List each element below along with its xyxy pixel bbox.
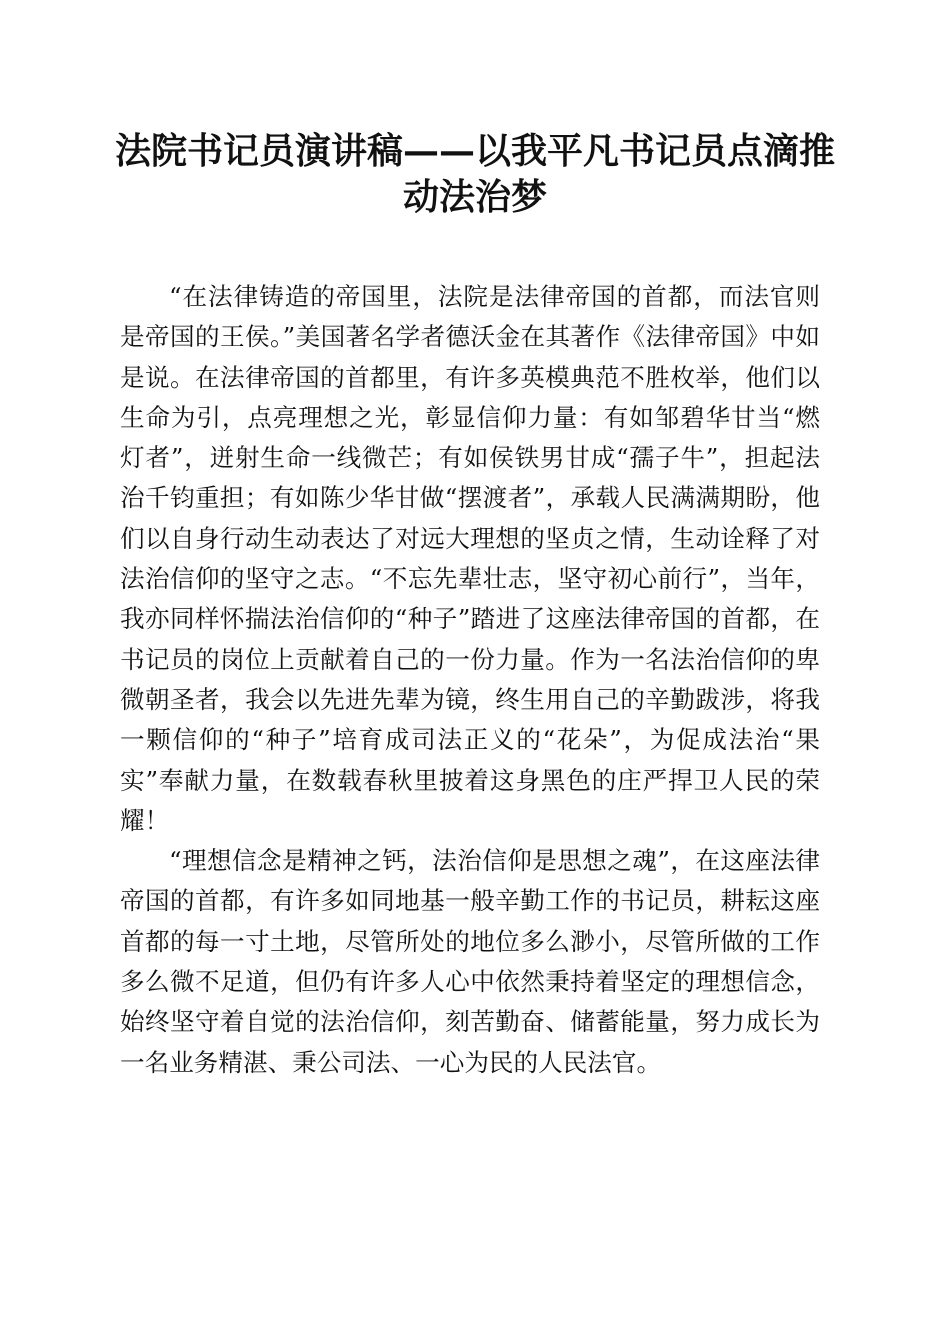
document-body	[120, 277, 820, 1083]
title-line-2: 动法治梦	[402, 176, 547, 218]
document-title	[110, 128, 840, 220]
paragraph-2: “理想信念是精神之钙，法治信仰是思想之魂”，在这座法律帝国的首都，有许多如同地基一般辛勤工作的书记员，耕耘这座首都的每一寸土地，尽管所处的地位多么渺小，尽管所做的工作多么微不足道，但仍有许多人心中依然秉持着坚定的理想信念，始终坚守着自觉的法治信仰，刻苦勤奋、储蓄能量，努力成长为一名业务精湛、秉公司法、一心为民的人民法官。	[120, 846, 820, 1077]
title-line-1: 法院书记员演讲稿——以我平凡书记员点滴推	[114, 130, 835, 172]
paragraph-1: “在法律铸造的帝国里，法院是法律帝国的首都，而法官则是帝国的王侯。”美国著名学者德沃金在其著作《法律帝国》中如是说。在法律帝国的首都里，有许多英模典范不胜枚举，他们以生命为引，点亮理想之光，彰显信仰力量：有如邹碧华甘当“燃灯者”，迸射生命一线微芒；有如侯铁男甘成“孺子牛”，担起法治千钧重担；有如陈少华甘做“摆渡者”，承载人民满满期盼，他们以自身行动生动表达了对远大理想的坚贞之情，生动诠释了对法治信仰的坚守之志。“不忘先辈壮志，坚守初心前行”，当年，我亦同样怀揣法治信仰的“种子”踏进了这座法律帝国的首都，在书记员的岗位上贡献着自己的一份力量。作为一名法治信仰的卑微朝圣者，我会以先进先辈为镜，终生用自己的辛勤跋涉，将我一颗信仰的“种子”培育成司法正义的“花朵”，为促成法治“果实”奉献力量，在数载春秋里披着这身黑色的庄严捍卫人民的荣耀！	[120, 282, 820, 835]
